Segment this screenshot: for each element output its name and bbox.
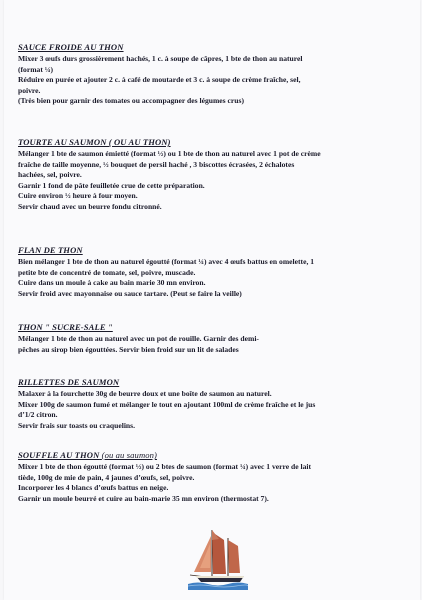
recipe-line: Mixer 3 œufs durs grossièrement hachés, 1 c. à soupe de câpres, 1 bte de thon au naturel: [18, 54, 303, 63]
recipe-line: Bien mélanger 1 bte de thon au naturel égoutté (format ¼) avec 4 œufs battus en omelette, 1: [18, 257, 315, 266]
recipe-line: Servir froid avec mayonnaise ou sauce tartare. (Peut se faire la veille): [18, 288, 242, 298]
recipe-line: Cuire environ ½ heure à four moyen.: [18, 191, 138, 201]
recipe-souffle-thon: [18, 450, 414, 504]
recipe-title: FLAN DE THON: [18, 245, 83, 255]
recipe-title: TOURTE AU SAUMON ( OU AU THON): [18, 137, 171, 147]
recipe-title: [18, 450, 414, 461]
recipe-line: d’1/2 citron.: [18, 410, 58, 420]
recipe-line: (format ¼): [18, 64, 53, 74]
recipe-title: THON " SUCRE-SALE ": [18, 322, 113, 332]
recipe-title: RILLETTES DE SAUMON: [18, 377, 120, 387]
recipe-rillettes-saumon: [18, 377, 414, 431]
sailboat-icon: [188, 526, 248, 590]
recipe-line: Mélanger 1 bte de thon au naturel avec un pot de rouille. Garnir des demi-: [18, 334, 259, 343]
recipe-line: petite bte de concentré de tomate, sel, poivre, muscade.: [18, 267, 196, 277]
recipe-line: poivre.: [18, 85, 41, 95]
recipe-title: SAUCE FROIDE AU THON: [18, 42, 124, 52]
recipe-line: Mélanger 1 bte de saumon émietté (format ½) ou 1 bte de thon au naturel avec 1 pot de crème: [18, 149, 321, 158]
recipe-line: Servir chaud avec un beurre fondu citronné.: [18, 201, 162, 211]
recipe-line: Mixer 1 bte de thon égoutté (format ½) ou 2 btes de saumon (format ¼) avec 1 verre de lait: [18, 462, 312, 471]
recipe-tourte-saumon: [18, 137, 414, 213]
recipe-line: hachées, sel, poivre.: [18, 170, 82, 180]
recipe-title-suffix: (ou au saumon): [101, 450, 158, 460]
document-page: [4, 0, 420, 600]
recipe-line: pêches au sirop bien égouttées. Servir bien froid sur un lit de salades: [18, 344, 239, 354]
recipe-line: Malaxer à la fourchette 30g de beurre doux et une boîte de saumon au naturel.: [18, 389, 272, 398]
recipe-line: Garnir un moule beurré et cuire au bain-marie 35 mn environ (thermostat 7).: [18, 493, 269, 503]
recipe-line: Servir frais sur toasts ou craquelins.: [18, 420, 136, 430]
recipe-line: Cuire dans un moule à cake au bain marie 30 mn environ.: [18, 278, 206, 288]
recipe-thon-sucre-sale: [18, 322, 414, 355]
recipe-line: (Très bien pour garnir des tomates ou accompagner des légumes crus): [18, 96, 244, 106]
recipe-line: Garnir 1 fond de pâte feuilletée crue de cette préparation.: [18, 180, 205, 190]
recipe-line: Réduire en purée et ajouter 2 c. à café de moutarde et 3 c. à soupe de crème fraîche, sel,: [18, 75, 301, 85]
recipe-sauce-froide: [18, 42, 414, 107]
recipe-line: Incorporer les 4 blancs d’œufs battus en neige.: [18, 483, 169, 493]
recipe-line: Mixer 100g de saumon fumé et mélanger le tout en ajoutant 100ml de crème fraîche et le jus: [18, 399, 316, 409]
recipe-line: fraîche de taille moyenne, ½ bouquet de persil haché , 3 biscottes écrasées, 2 échalotes: [18, 159, 295, 169]
recipe-flan-thon: [18, 245, 414, 299]
recipe-title-main: SOUFFLE AU THON: [18, 450, 100, 460]
recipe-line: tiède, 100g de mie de pain, 4 jaunes d’œufs, sel, poivre.: [18, 472, 195, 482]
